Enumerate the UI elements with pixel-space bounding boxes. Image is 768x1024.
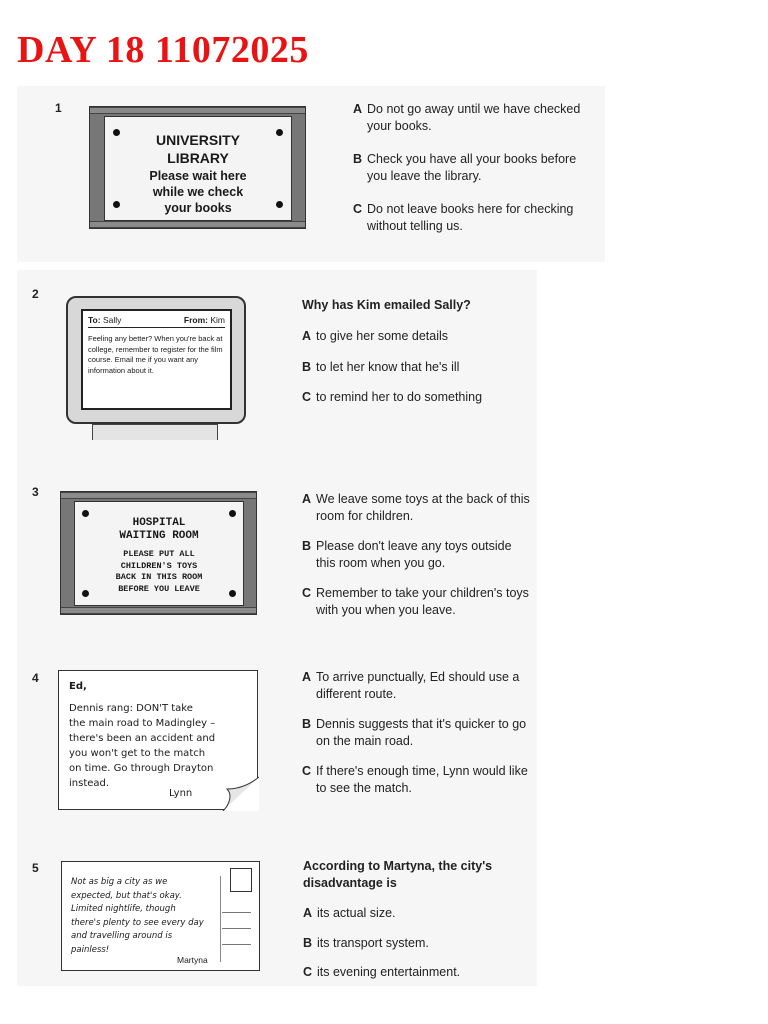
email-body: Feeling any better? When you're back at college, remember to register for the film course. Email me if you want any information about it.	[88, 334, 223, 375]
option-a[interactable]: A To arrive punctually, Ed should use a different route.	[302, 670, 520, 701]
sign-body: PLEASE PUT ALL CHILDREN'S TOYS BACK IN THIS ROOM BEFORE YOU LEAVE	[115, 549, 203, 594]
stamp-icon	[230, 868, 252, 892]
option-b[interactable]: B Check you have all your books before you leave the library.	[353, 152, 577, 183]
address-line	[222, 912, 251, 913]
sign-board	[74, 501, 244, 606]
postcard	[61, 861, 260, 971]
postcard-message: Not as big a city as we expected, but that's okay. Limited nightlife, though there's plenty to see every day and travelling around is painless!	[71, 877, 204, 955]
question-number: 3	[32, 485, 39, 499]
hospital-sign	[60, 491, 257, 615]
question-text: Why has Kim emailed Sally?	[302, 298, 471, 312]
question-number: 4	[32, 671, 39, 685]
option-b[interactable]: B its transport system.	[303, 935, 429, 950]
page-curl-icon	[219, 775, 259, 811]
page-title: DAY 18 11072025	[17, 29, 309, 71]
library-sign	[89, 106, 306, 229]
option-a[interactable]: A Do not go away until we have checked your books.	[353, 102, 581, 133]
handwritten-note	[58, 670, 258, 810]
sign-bolt	[276, 129, 283, 136]
address-line	[222, 928, 251, 929]
option-b[interactable]: B Dennis suggests that it's quicker to go on the main road.	[302, 717, 527, 748]
postcard-divider	[220, 876, 221, 962]
email-header: To: Sally From: Kim	[88, 315, 225, 328]
options-q3	[302, 491, 532, 635]
note-greeting: Ed,	[69, 681, 87, 692]
option-b[interactable]: B to let her know that he's ill	[302, 359, 460, 374]
sign-bolt	[113, 201, 120, 208]
monitor-stand	[92, 424, 218, 440]
sign-bolt	[82, 590, 89, 597]
sign-body: Please wait here while we check your books	[149, 169, 247, 215]
sign-stripe	[90, 107, 305, 114]
sign-title: HOSPITAL WAITING ROOM	[119, 517, 199, 542]
sign-bolt	[229, 590, 236, 597]
sign-stripe	[61, 492, 256, 499]
note-line: Dennis rang: DON'T take	[69, 703, 193, 714]
computer-monitor	[66, 296, 246, 424]
option-a[interactable]: A We leave some toys at the back of this room for children.	[302, 492, 530, 523]
option-c[interactable]: C its evening entertainment.	[303, 965, 461, 979]
question-number: 1	[55, 101, 62, 115]
note-line: instead.	[69, 778, 110, 789]
question-number: 2	[32, 287, 39, 301]
sign-stripe	[61, 607, 256, 614]
sign-bolt	[113, 129, 120, 136]
postcard-signature: Martyna	[177, 955, 208, 965]
option-a[interactable]: A its actual size.	[303, 906, 396, 920]
address-line	[222, 944, 251, 945]
note-signature: Lynn	[169, 788, 193, 799]
option-c[interactable]: C to remind her to do something	[302, 390, 483, 404]
option-c[interactable]: C Remember to take your children's toys with you when you leave.	[302, 586, 529, 617]
email-screen	[81, 309, 232, 410]
sign-bolt	[276, 201, 283, 208]
option-b[interactable]: B Please don't leave any toys outside this room when you go.	[302, 539, 512, 570]
option-c[interactable]: C Do not leave books here for checking without telling us.	[353, 202, 574, 233]
options-q4	[302, 669, 532, 813]
options-q1	[353, 101, 598, 251]
sign-bolt	[82, 510, 89, 517]
option-a[interactable]: A to give her some details	[302, 329, 449, 343]
question-number: 5	[32, 861, 39, 875]
sign-bolt	[229, 510, 236, 517]
note-line: you won't get to the match	[69, 748, 206, 759]
sign-board	[104, 116, 292, 221]
option-c[interactable]: C If there's enough time, Lynn would like to see the match.	[302, 764, 528, 795]
options-q2	[302, 297, 527, 423]
options-q5	[303, 858, 528, 981]
sign-stripe	[90, 221, 305, 228]
note-line: on time. Go through Drayton	[69, 763, 214, 774]
sign-title: UNIVERSITY LIBRARY	[155, 132, 240, 166]
note-line: the main road to Madingley –	[69, 718, 216, 729]
question-text: According to Martyna, the city's disadvantage is	[303, 859, 493, 890]
note-line: there's been an accident and	[69, 733, 216, 744]
